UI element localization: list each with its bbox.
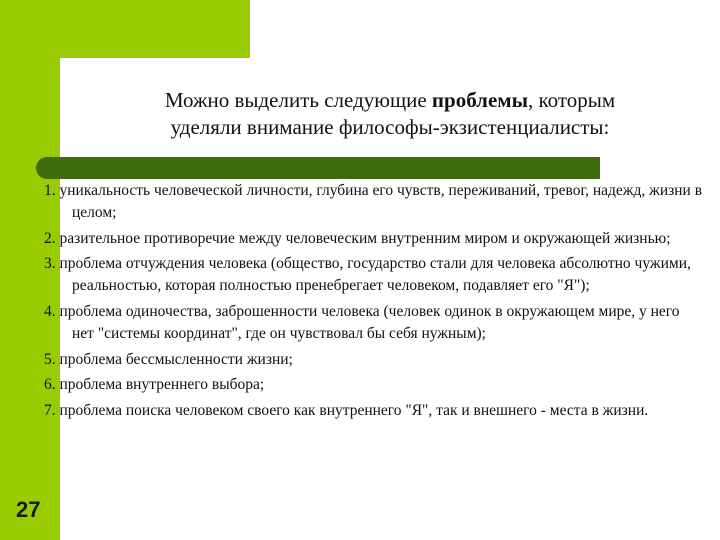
list-item: 7. проблема поиска человеком своего как внутреннего "Я", так и внешнего - места в жизни. [44,402,649,420]
slide-number: 27 [16,497,41,522]
slide-title [90,87,690,141]
list-item: 2. разительное противоречие между человеческим внутренним миром и окружающей жизнью; [44,229,671,247]
title-part2: , которым [527,88,616,112]
title-underline-bar [36,157,600,179]
list-item: 3. проблема отчуждения человека (общество, государство стали для человека абсолютно чужими, реальностью, которая полностью пренебрегает человеком, подавляет его "Я"); [44,255,691,295]
decor-green-top [0,0,250,58]
list-item: 1. уникальность человеческой личности, глубина его чувств, переживаний, тревог, надежд, жизни в целом; [44,182,703,221]
list-item: 6. проблема внутреннего выбора; [44,376,265,394]
title-part1: Можно выделить следующие [164,88,432,112]
title-line2: уделяли внимание философы-экзистенциалисты: [170,115,610,139]
title-bold: проблемы [431,88,528,112]
list-item: 5. проблема бессмысленности жизни; [44,350,293,368]
list-item: 4. проблема одиночества, заброшенности человека (человек одинок в окружающем мире, у него нет "системы координат", где он чувствовал бы себя нужным); [44,302,680,342]
problems-list [44,180,704,426]
